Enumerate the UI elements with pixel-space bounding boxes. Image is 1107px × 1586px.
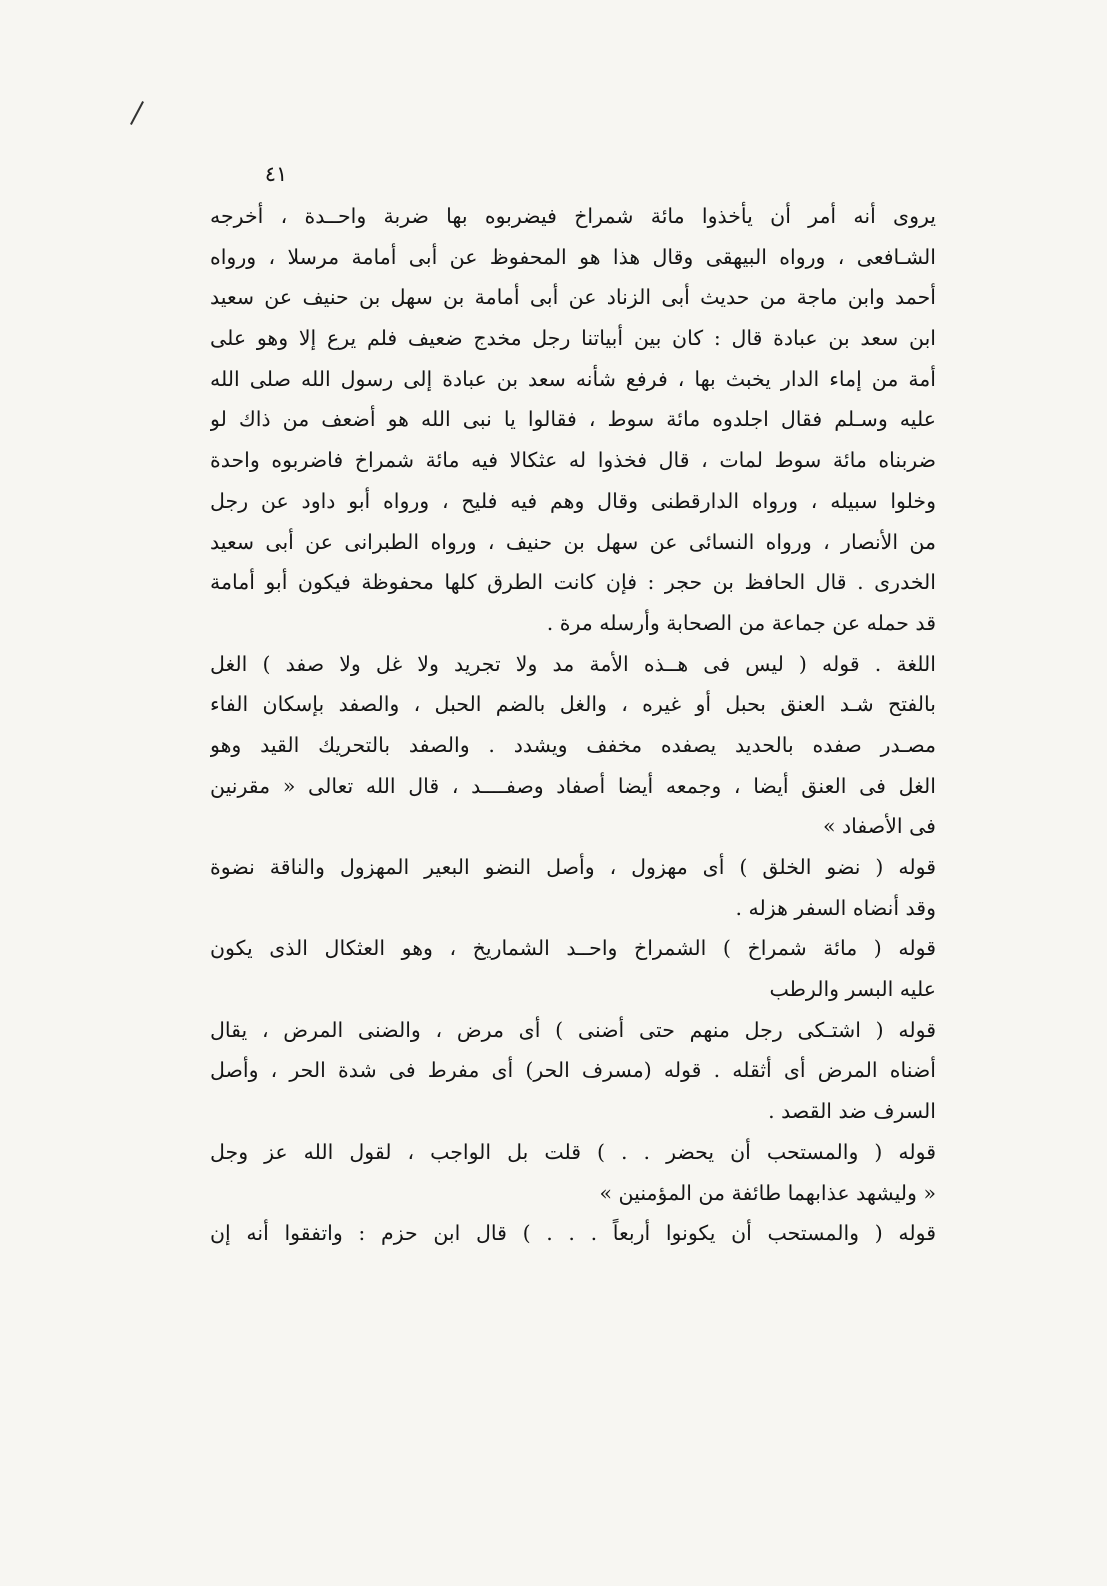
text-line: الغل فى العنق أيضا ، وجمعه أيضا أصفاد وصفــــد ، قال الله تعالى « مقرنين [210,773,936,798]
text-line: قوله ( والمستحب أن يحضر . . ) قلت بل الواجب ، لقول الله عز وجل [210,1139,936,1164]
text-line: قوله ( مائة شمراخ ) الشمراخ واحــد الشماريخ ، وهو العثكال الذى يكون [210,936,936,961]
text-line: قوله ( والمستحب أن يكونوا أربعاً . . . ) قال ابن حزم : واتفقوا أنه إن [210,1221,936,1246]
text-line: بالفتح شـد العنق بحبل أو غيره ، والغل بالضم الحبل ، والصفد بإسكان الفاء [210,692,936,717]
text-line: من الأنصار ، ورواه النسائى عن سهل بن حنيف ، ورواه الطبرانى عن أبى سعيد [210,529,936,554]
text-line: مصـدر صفده بالحديد يصفده مخفف ويشدد . والصفد بالتحريك القيد وهو [210,732,936,757]
text-line: أضناه المرض أى أثقله . قوله (مسرف الحر) أى مفرط فى شدة الحر ، وأصل [210,1058,936,1083]
text-line: « وليشهد عذابهما طائفة من المؤمنين » [599,1180,936,1205]
text-line: عليه وسـلم فقال اجلدوه مائة سوط ، فقالوا يا نبى الله هو أضعف من ذاك لو [210,407,936,432]
stray-pen-mark [130,101,144,125]
text-line: قوله ( نضو الخلق ) أى مهزول ، وأصل النضو البعير المهزول والناقة نضوة [210,855,936,879]
text-line: يروى أنه أمر أن يأخذوا مائة شمراخ فيضربوه بها ضربة واحــدة ، أخرجه [210,204,936,228]
text-line: اللغة . قوله ( ليس فى هــذه الأمة مد ولا تجريد ولا غل ولا صفد ) الغل [210,651,936,676]
text-line: وخلوا سبيله ، ورواه الدارقطنى وقال وهم فيه فليح ، ورواه أبو داود عن رجل [210,488,936,513]
text-line: الشـافعى ، ورواه البيهقى وقال هذا هو المحفوظ عن أبى أمامة مرسلا ، ورواه [210,244,936,269]
text-line: أحمد وابن ماجة من حديث أبى الزناد عن أبى أمامة بن سهل بن حنيف عن سعيد [210,285,936,310]
text-line: قد حمله عن جماعة من الصحابة وأرسله مرة . [546,610,936,635]
text-line: الخدرى . قال الحافظ بن حجر : فإن كانت الطرق كلها محفوظة فيكون أبو أمامة [210,570,936,595]
page-number: ٤١ [264,162,288,186]
text-line: عليه البسر والرطب [769,977,936,1002]
text-line: وقد أنضاه السفر هزله . [735,895,936,920]
text-line: ضربناه مائة سوط لمات ، قال فخذوا له عثكالا فيه مائة شمراخ فاضربوه واحدة [210,448,936,473]
main-text-block [210,196,936,1254]
text-line: أمة من إماء الدار يخبث بها ، فرفع شأنه سعد بن عبادة إلى رسول الله صلى الله [210,366,936,391]
text-line: قوله ( اشتـكى رجل منهم حتى أضنى ) أى مرض ، والضنى المرض ، يقال [210,1017,936,1042]
text-line: ابن سعد بن عبادة قال : كان بين أبياتنا رجل مخدج ضعيف فلم يرع إلا وهو على [210,326,936,351]
text-line: السرف ضد القصد . [768,1099,936,1124]
text-line: فى الأصفاد » [822,814,936,839]
